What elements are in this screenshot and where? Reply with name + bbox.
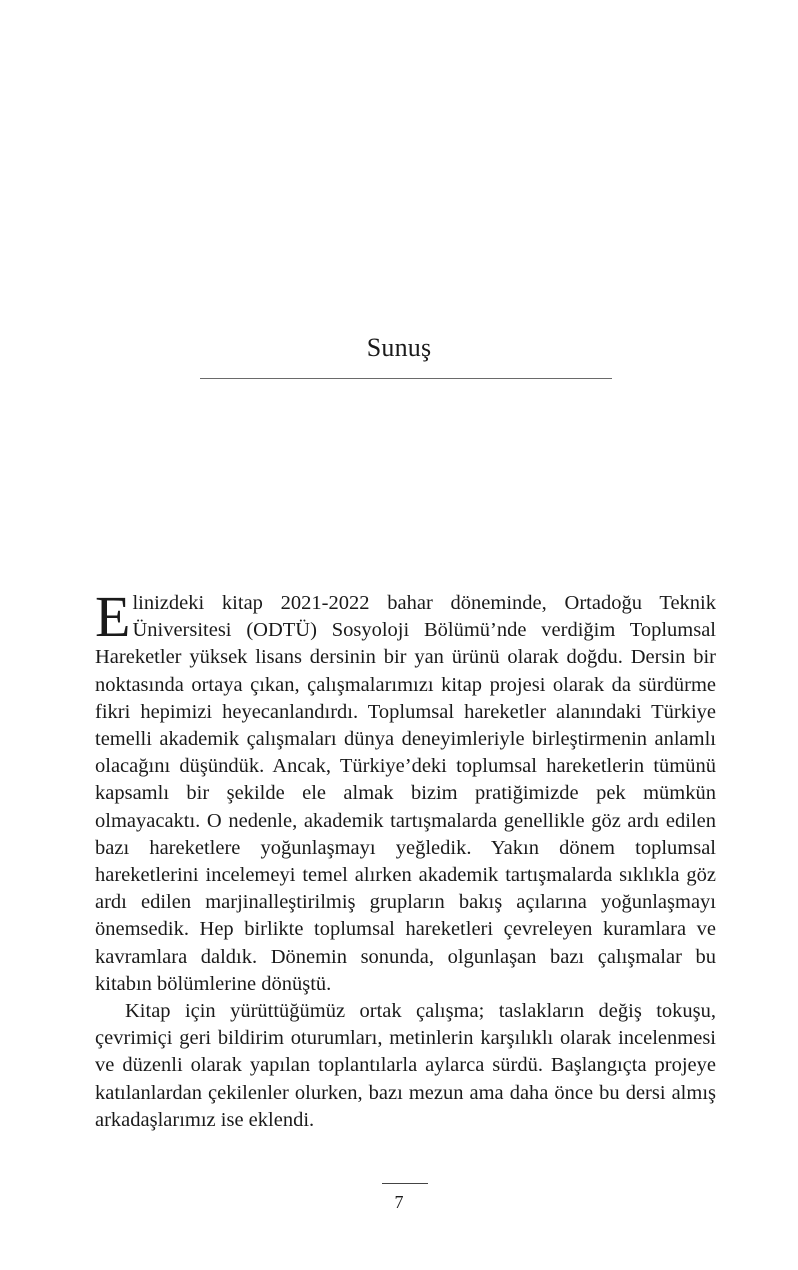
paragraph-2: Kitap için yürüttüğümüz ortak çalışma; taslakların değiş tokuşu, çevrimiçi geri bildirim oturumları, metinlerin karşılıklı olarak incelenmesi ve düzenli olarak yapılan toplantılarla aylarca sürdü. Başlangıçta projeye katılanlardan çekilenler olurken, bazı mezun ama daha önce bu dersi almış arkadaşlarımız ise eklendi. [95,1000,716,1131]
chapter-title: Sunuş [366,333,432,362]
title-divider [200,378,612,379]
paragraph-1 [95,584,716,998]
page-number: 7 [394,1192,404,1212]
paragraph-1-text: linizdeki kitap 2021-2022 bahar döneminde, Ortadoğu Teknik Üniversitesi (ODTÜ) Sosyoloji Bölümü’nde verdiğim Toplumsal Hareketler yüksek lisans dersinin bir yan ürünü olarak doğdu. Dersin bir noktasında ortaya çıkan, çalışmalarımızı kitap projesi olarak da sürdürme fikri hepimizi heyecanlandırdı. Toplumsal hareketler alanındaki Türkiye temelli akademik çalışmaları dünya deneyimleriyle birleştirmenin anlamlı olacağını düşündük. Ancak, Türkiye’deki toplumsal hareketlerin tümünü kapsamlı bir şekilde ele almak bizim pratiğimizde pek mümkün olmayacaktı. O nedenle, akademik tartışmalarda genellikle göz ardı edilen bazı hareketlere yoğunlaşmayı yeğledik. Yakın dönem toplumsal hareketlerini incelemeyi temel alırken akademik tartışmalarda sıklıkla göz ardı edilen marjinalleştirilmiş grupların bakış açılarına yoğunlaşmayı önemsedik. Hep birlikte toplumsal hareketleri çevreleyen kuramlara ve kavramlara daldık. Dönemin sonunda, olgunlaşan bazı çalışmalar bu kitabın bölümlerine dönüştü. [95,592,716,995]
footer-divider [382,1183,428,1184]
body-text [95,584,716,1134]
drop-cap: E [95,584,131,649]
